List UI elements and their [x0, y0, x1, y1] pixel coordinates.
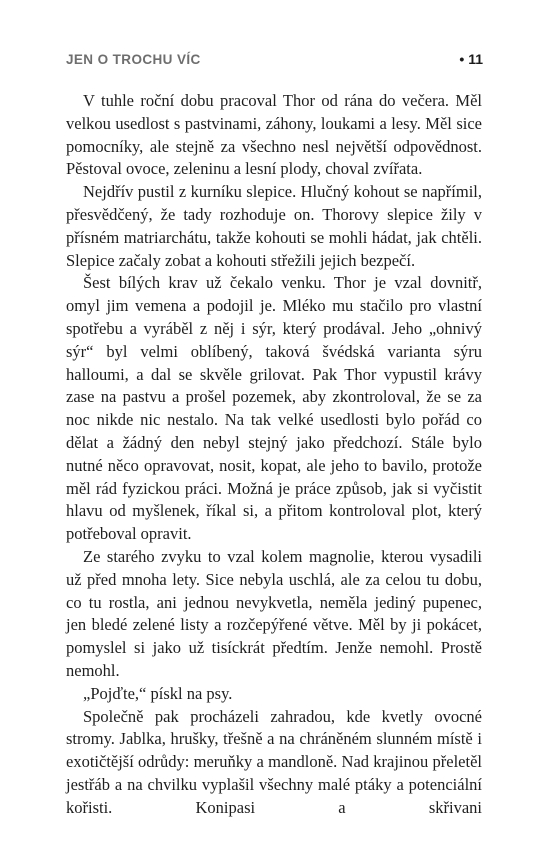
- paragraph: Nejdřív pustil z kurníku slepice. Hlučný kohout se napřímil, přesvědčený, že tady rozhoduje on. Thorovy slepice žily v přísném matriarchátu, takže kohouti se mohli hádat, jak chtěli. Slepice začaly zobat a kohouti střežili jejich bezpečí.: [66, 182, 482, 270]
- running-head: [66, 49, 483, 69]
- paragraph: Šest bílých krav už čekalo venku. Thor je vzal dovnitř, omyl jim vemena a podojil je. Mléko mu stačilo pro vlastní spotřebu a vyráběl z něj i sýr, který prodával. Jeho „ohnivý sýr“ byl velmi oblíbený, taková švédská varianta sýru halloumi, a dal se skvěle grilovat. Pak Thor vypustil krávy zase na pastvu a prošel pozemek, aby zkontroloval, že se za noc nikde nic nestalo. Na tak velké usedlosti bylo pořád co dělat a žádný den nebyl stejný jako předchozí. Stále bylo nutné něco opravovat, nosit, kopat, ale jeho to bavilo, protože měl rád fyzickou práci. Možná je práce způsob, jak si vyčistit hlavu od myšlenek, říkal si, a přitom kontroloval plot, který potřeboval opravit.: [66, 273, 482, 544]
- paragraph: V tuhle roční dobu pracoval Thor od rána do večera. Měl velkou usedlost s pastvinami, záhony, loukami a lesy. Měl sice pomocníky, ale stejně za všechno nesl největší odpovědnost. Pěstoval ovoce, zeleninu a lesní plody, choval zvířata.: [66, 91, 482, 179]
- paragraph: „Pojďte,“ pískl na psy.: [83, 683, 233, 703]
- body-text: [66, 90, 482, 820]
- book-title: JEN O TROCHU VÍC: [66, 51, 201, 67]
- paragraph: Společně pak procházeli zahradou, kde kvetly ovocné stromy. Jablka, hrušky, třešně a na chráněném slunném místě i exotičtější odrůdy: meruňky a mandloně. Nad krajinou přeletěl jestřáb a na chvilku vyplašil všechny malé ptáky a potenciální kořisti. Konipasi a skřivani: [66, 706, 482, 817]
- page-number: • 11: [459, 51, 483, 67]
- paragraph: Ze starého zvyku to vzal kolem magnolie, kterou vysadili už před mnoha lety. Sice nebyla uschlá, ale za celou tu dobu, co tu rostla, ani jednou nevykvetla, neměla jediný pupenec, jen bledé zelené listy a rozčepýřené větve. Měl by ji pokácet, pomyslel si jako už tisíckrát předtím. Jenže nemohl. Prostě nemohl.: [66, 546, 482, 680]
